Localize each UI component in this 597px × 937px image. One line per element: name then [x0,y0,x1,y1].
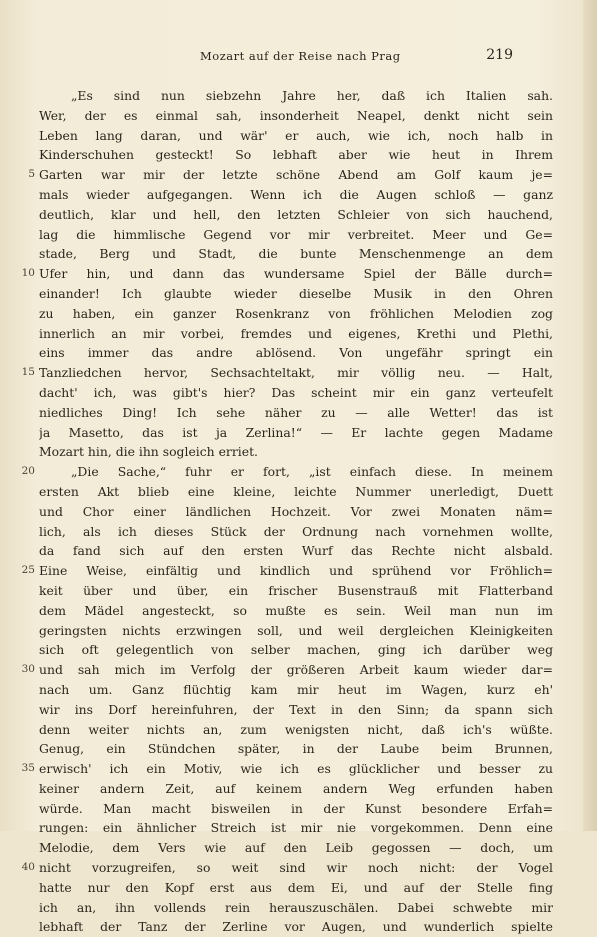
line-number: 10 [21,267,35,280]
line-text: Ufer hin, und dann das wundersame Spiel der Bälle durch= [39,266,553,282]
line-text: einander! Ich glaubte wieder dieselbe Musik in den Ohren [39,285,553,301]
line-number: 15 [21,366,35,379]
text-line [39,739,553,759]
line-text: lebhaft der Tanz der Zerline vor Augen, und wunderlich spielte [39,919,553,935]
line-text: lag die himmlische Gegend vor mir verbreitet. Meer und Ge= [39,226,553,242]
line-text: Leben lang daran, und wär' er auch, wie ich, noch halb in [39,127,553,143]
line-text: erwisch' ich ein Motiv, wie ich es glücklicher und besser zu [39,761,553,777]
line-text: Kinderschuhen gesteckt! So lebhaft aber wie heut in Ihrem [39,147,553,163]
text-line [39,601,553,621]
line-text: rungen: ein ähnlicher Streich ist mir nie vorgekommen. Denn eine [39,820,553,836]
text-line [39,86,553,106]
text-line [39,700,553,720]
text-line [39,779,553,799]
text-line [39,244,553,264]
line-text: keit über und über, ein frischer Busenstrauß mit Flatterband [39,582,553,598]
line-text: dem Mädel angesteckt, so mußte es sein. Weil man nun im [39,602,553,618]
text-line [21,561,553,581]
text-line [39,205,553,225]
text-line [39,185,553,205]
line-text: lich, als ich dieses Stück der Ordnung nach vornehmen wollte, [39,523,553,539]
line-text: Tanzliedchen hervor, Sechsachteltakt, mir völlig neu. — Halt, [39,365,553,381]
text-line [39,284,553,304]
running-title: Mozart auf der Reise nach Prag [200,49,401,63]
page-number: 219 [486,47,513,63]
line-text: keiner andern Zeit, auf keinem andern Weg erfunden haben [39,780,553,796]
line-number: 25 [21,564,35,577]
page-header [0,49,597,69]
text-line [21,264,553,284]
text-line [39,442,553,462]
text-line [39,126,553,146]
text-line [39,640,553,660]
text-line [39,917,553,937]
line-text: „Die Sache,“ fuhr er fort, „ist einfach diese. In meinem [71,464,553,480]
text-line [39,621,553,641]
text-line [39,482,553,502]
line-text: nach um. Ganz flüchtig kam mir heut im Wagen, kurz eh' [39,681,553,697]
text-line [21,858,553,878]
line-number: 30 [21,663,35,676]
text-line [39,878,553,898]
text-line [39,680,553,700]
text-line [39,145,553,165]
line-text: hatte nur den Kopf erst aus dem Ei, und auf der Stelle fing [39,879,553,895]
text-line [39,106,553,126]
line-number: 20 [21,465,35,478]
text-line [39,799,553,819]
text-line [21,462,553,482]
text-line [39,838,553,858]
line-number: 5 [28,168,35,181]
text-line [21,759,553,779]
line-text: Genug, ein Stündchen später, in der Laube beim Brunnen, [39,741,553,757]
text-line [28,165,553,185]
line-text: denn weiter nichts an, zum wenigsten nicht, daß ich's wüßte. [39,721,553,737]
line-text: ersten Akt blieb eine kleine, leichte Nummer unerledigt, Duett [39,483,553,499]
line-text: geringsten nichts erzwingen soll, und weil dergleichen Kleinigkeiten [39,622,553,638]
line-text: innerlich an mir vorbei, fremdes und eigenes, Krethi und Plethi, [39,325,553,341]
line-text: und sah mich im Verfolg der größeren Arbeit kaum wieder dar= [39,662,553,678]
body-text [21,86,553,937]
text-line [39,423,553,443]
text-line [39,304,553,324]
text-line [39,403,553,423]
text-line [39,324,553,344]
line-text: Eine Weise, einfältig und kindlich und sprühend vor Fröhlich= [39,563,553,579]
text-line [39,383,553,403]
line-text: nicht vorzugreifen, so weit sind wir noch nicht: der Vogel [39,860,553,876]
text-line [21,363,553,383]
line-text: Mozart hin, die ihn sogleich erriet. [39,444,258,460]
line-number: 35 [21,762,35,775]
text-line [21,660,553,680]
line-text: mals wieder aufgegangen. Wenn ich die Augen schloß — ganz [39,186,553,202]
line-number: 40 [21,861,35,874]
text-line [39,720,553,740]
line-text: ich an, ihn vollends rein herauszuschälen. Dabei schwebte mir [39,899,553,915]
text-line [39,541,553,561]
line-text: niedliches Ding! Ich sehe näher zu — alle Wetter! das ist [39,404,553,420]
text-line [39,225,553,245]
line-text: da fand sich auf den ersten Wurf das Rechte nicht alsbald. [39,543,553,559]
text-line [39,898,553,918]
line-text: ja Masetto, das ist ja Zerlina!“ — Er lachte gegen Madame [39,424,553,440]
page-gutter-shadow [583,0,597,831]
text-line [39,343,553,363]
text-line [39,818,553,838]
line-text: stade, Berg und Stadt, die bunte Menschenmenge an dem [39,246,553,262]
line-text: deutlich, klar und hell, den letzten Schleier von sich hauchend, [39,206,553,222]
line-text: „Es sind nun siebzehn Jahre her, daß ich Italien sah. [71,88,553,103]
text-line [39,581,553,601]
line-text: wir ins Dorf hereinfuhren, der Text in den Sinn; da spann sich [39,701,553,717]
line-text: sich oft gelegentlich von selber machen, ging ich darüber weg [39,642,553,658]
line-text: Melodie, dem Vers wie auf den Leib gegossen — doch, um [39,840,553,856]
line-text: zu haben, ein ganzer Rosenkranz von fröhlichen Melodien zog [39,305,553,321]
line-text: dacht' ich, was gibt's hier? Das scheint mir ein ganz verteufelt [39,384,553,400]
line-text: würde. Man macht bisweilen in der Kunst besondere Erfah= [39,800,553,816]
text-line [39,502,553,522]
line-text: eins immer das andre ablösend. Von ungefähr springt ein [39,345,553,361]
line-text: Garten war mir der letzte schöne Abend am Golf kaum je= [39,167,553,183]
line-text: und Chor einer ländlichen Hochzeit. Vor zwei Monaten näm= [39,503,553,519]
text-line [39,522,553,542]
line-text: Wer, der es einmal sah, insonderheit Neapel, denkt nicht sein [39,107,553,123]
